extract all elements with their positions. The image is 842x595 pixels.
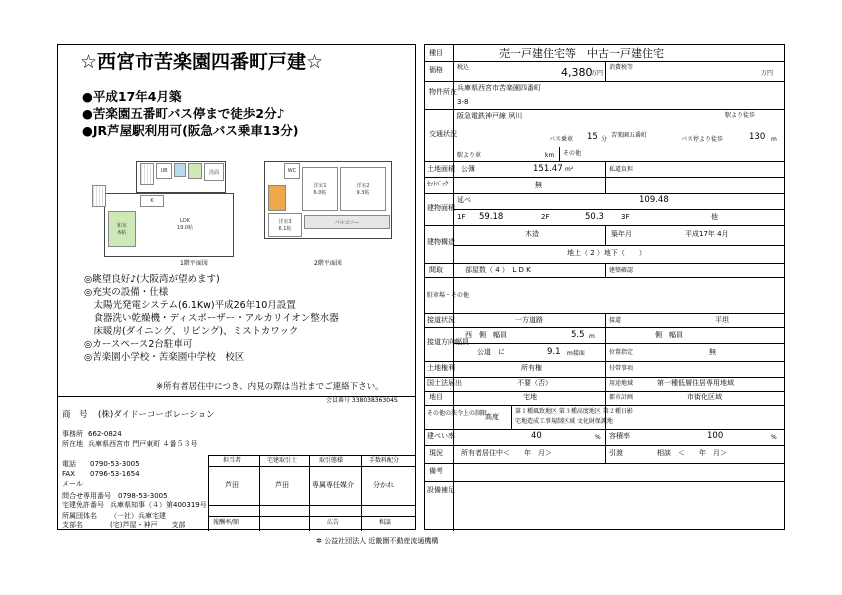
feature-school: ◎苦楽園小学校・苦楽園中学校 校区 xyxy=(84,352,245,363)
assoc-label: 所属団体名 xyxy=(62,512,97,520)
contact-label: 問合せ専用番号 xyxy=(62,492,111,500)
land-rights-label: 土地権利 xyxy=(427,364,455,372)
prev-price-label: 消費税等 xyxy=(609,64,634,71)
tel-number: 0790-53-3005 xyxy=(90,460,140,468)
feature-kitchen: 食器洗い乾燥機・ディスポーザー・アルカリイオン整水器 xyxy=(84,313,339,324)
consult-label: 相談 xyxy=(379,519,392,526)
total-area-label: 延べ xyxy=(457,196,471,204)
zoning-value: 第一種低層住居専用地域 xyxy=(657,379,734,387)
office-zip: 662-0824 xyxy=(88,430,122,438)
train-line: 阪急電鉄神戸線 夙川 xyxy=(457,112,523,120)
km-unit: km xyxy=(545,152,555,159)
bullet-jr: ●JR芦屋駅利用可(阪急バス乗車13分) xyxy=(82,123,299,138)
city-plan-value: 市街化区域 xyxy=(687,393,722,401)
station-car-label: 駅より車 xyxy=(457,152,482,159)
bullet-built: ●平成17年4月築 xyxy=(82,89,182,104)
feature-solar: 太陽光発電システム(6.1Kw)平成26年10月設置 xyxy=(84,300,296,311)
land-area-label: 土地面積 xyxy=(427,165,455,173)
handover-label: 引渡 xyxy=(609,449,623,457)
floor2-label: 2階平面図 xyxy=(314,260,342,267)
far-unit: % xyxy=(771,434,777,441)
property-title: ☆西宮市苦楽園四番町戸建☆ xyxy=(80,51,324,73)
branch-name: (宅)芦屋・神戸 支部 xyxy=(110,521,186,529)
land-use-value: 宅地 xyxy=(523,393,537,401)
traffic-label: 交通状況 xyxy=(429,130,457,138)
price-label: 価格 xyxy=(429,66,443,74)
coverage-label: 建ぺい率 xyxy=(427,432,455,440)
road-dir-label: 接道方向幅員 xyxy=(427,338,469,346)
bus-stop: 苦楽園五番町 xyxy=(611,132,648,139)
road-status-value: 一方道路 xyxy=(515,316,543,324)
location-value: 兵庫県西宮市苦楽園四番町 xyxy=(457,84,541,92)
price-value: 4,380 xyxy=(561,66,593,79)
road1-unit: m xyxy=(589,333,595,340)
location-number: 3-8 xyxy=(457,98,469,106)
handover-value: 相談 ＜ 年 月＞ xyxy=(657,449,727,457)
staff-agent: 芦田 xyxy=(225,481,239,489)
feature-view: ◎眺望良好♪(大阪湾が望めます) xyxy=(84,274,220,285)
structure-label: 建物構造 xyxy=(427,238,455,246)
office-label: 事務所 xyxy=(62,430,83,438)
staff-header-agent: 担当者 xyxy=(223,457,242,464)
road-public: 公道 に xyxy=(477,348,505,356)
layout-label: 間取 xyxy=(429,266,443,274)
road-type-label: 接道 xyxy=(609,317,622,324)
staff-header-mode: 取引態様 xyxy=(319,457,344,464)
road-type-value: 平坦 xyxy=(715,316,729,324)
land-use-label: 地目 xyxy=(429,393,443,401)
fax-label: FAX xyxy=(62,470,75,478)
parking-label: 駐車場・その他 xyxy=(427,292,470,299)
restriction-note-2: 宅地造成工事規制区域 文化財保護地 xyxy=(515,418,613,425)
bullet-bus: ●苦楽園五番町バス停まで徒歩2分♪ xyxy=(82,106,285,121)
land-area-type: 公簿 xyxy=(461,165,475,173)
f2-area: 50.3 xyxy=(585,212,604,222)
type-label: 種目 xyxy=(429,49,443,57)
designation-value: 無 xyxy=(709,348,716,356)
staff-fee: 分かれ xyxy=(373,481,394,489)
restriction-label: その他の法令上の制限 xyxy=(427,410,488,417)
branch-label: 支部名 xyxy=(62,521,83,529)
bus-min-unit: 分 xyxy=(601,136,608,143)
f2-label: 2F xyxy=(541,213,550,221)
road1-direction: 西 側 幅員 xyxy=(465,331,507,339)
location-label: 物件所在 xyxy=(429,88,457,96)
coverage-unit: % xyxy=(595,434,601,441)
status-value: 所有者居住中＜ 年 月＞ xyxy=(461,449,552,457)
ad-label: 広告 xyxy=(327,519,340,526)
bus-walk-label: バス停より徒歩 xyxy=(681,136,724,143)
total-area-value: 109.48 xyxy=(639,195,669,205)
feature-parking: ◎カースペース2台駐車可 xyxy=(84,339,193,350)
road-frontage: 9.1 xyxy=(547,347,561,357)
price-unit: 万円 xyxy=(591,70,604,77)
fee-rate-label: 報酬率/額 xyxy=(213,519,240,526)
floor1-label: 1階平面図 xyxy=(180,260,208,267)
fax-number: 0796-53-1654 xyxy=(90,470,140,478)
license-number: 兵庫県知事（４）第400319号 xyxy=(110,501,207,509)
contact-number: 0798-53-3005 xyxy=(118,492,168,500)
floor-plan-1f: UB 洗面 和室 6帖 LDK 19.0帖 K 1階平面図 xyxy=(88,157,238,267)
confirm-label: 建築確認 xyxy=(609,267,634,274)
building-area-label: 建物面積 xyxy=(427,204,455,212)
visit-note: ※所有者居住中につき、内見の際は当社までご連絡下さい。 xyxy=(156,382,384,392)
city-plan-label: 都市計画 xyxy=(609,394,634,401)
left-panel xyxy=(57,44,416,530)
price-tax-label: 税込 xyxy=(457,64,470,71)
land-area-value: 151.47 xyxy=(533,164,563,174)
bus-label: バス乗車 xyxy=(549,136,574,143)
restriction-value: 高度 xyxy=(485,413,499,421)
office-address: 兵庫県西宮市 門戸東町 ４番５３号 xyxy=(88,440,198,448)
staff-header-fee: 手数料配分 xyxy=(369,457,400,464)
setback-value: 無 xyxy=(535,181,542,189)
company-name: (株)ダイドーコーポレーション xyxy=(98,410,215,420)
road-status-label: 接道状況 xyxy=(427,316,455,324)
setback-label: ｾｯﾄﾊﾞｯｸ xyxy=(427,181,449,188)
equipment-label: 設備補足 xyxy=(427,486,455,494)
land-law-label: 国土法届出 xyxy=(427,379,462,387)
land-rights-value: 所有権 xyxy=(521,364,542,372)
staff-header-broker: 宅建取引士 xyxy=(267,457,298,464)
zoning-label: 用途地域 xyxy=(609,380,634,387)
road-frontage-unit: m接面 xyxy=(567,350,585,357)
property-type: 売一戸建住宅等 中古一戸建住宅 xyxy=(499,47,664,60)
station-walk-label: 駅より徒歩 xyxy=(725,112,756,119)
road2-direction: 側 幅員 xyxy=(655,331,683,339)
staff-broker: 芦田 xyxy=(275,481,289,489)
assoc-name: （一社）兵庫宅建 xyxy=(110,512,166,520)
far-label: 容積率 xyxy=(609,432,630,440)
designation-label: 位置指定 xyxy=(609,349,634,356)
status-label: 現況 xyxy=(429,449,443,457)
right-panel xyxy=(424,44,785,530)
far-value: 100 xyxy=(707,431,724,441)
address-label: 所在地 xyxy=(62,440,83,448)
built-value: 平成17年 4月 xyxy=(685,230,729,238)
floor-plan-2f: WC 洋室1 6.0帖 洋室2 9.3帖 洋室3 6.1帖 バルコニー 2階平面図 xyxy=(254,157,404,267)
f1-label: 1F xyxy=(457,213,466,221)
staff-mode: 専属専任媒介 xyxy=(312,481,354,489)
bus-walk-meters: 130 xyxy=(749,132,766,142)
restriction-note-1: 第１種風致地区 第３種高度地区 第２種日影 xyxy=(515,408,633,415)
tel-label: 電話 xyxy=(62,460,76,468)
layout-value: 部屋数（ 4 ） L D K xyxy=(465,266,531,274)
f1-area: 59.18 xyxy=(479,212,504,222)
footer-organization: ✲ 公益社団法人 近畿圏不動産流通機構 xyxy=(316,537,439,545)
built-label: 築年月 xyxy=(611,230,632,238)
floors-value: 地上（ 2 ）地下（ ） xyxy=(567,249,646,257)
staff-table xyxy=(208,455,416,531)
land-area-unit: m² xyxy=(565,166,574,173)
member-number: 会員番号 33803836304S xyxy=(326,397,398,404)
coverage-value: 40 xyxy=(531,431,542,441)
license-label: 宅建免許番号 xyxy=(62,501,104,509)
attach-label: 付帯事項 xyxy=(609,365,634,372)
remarks-label: 備考 xyxy=(429,467,443,475)
f3-label: 3F xyxy=(621,213,630,221)
structure-value: 木造 xyxy=(525,230,539,238)
mail-label: メール xyxy=(62,480,83,488)
logo-icon: ✲ xyxy=(316,537,325,545)
price-unit-2: 万円 xyxy=(761,70,774,77)
other-traffic-label: その他 xyxy=(563,150,582,157)
land-law-value: 不要（否） xyxy=(517,379,552,387)
road1-width: 5.5 xyxy=(571,330,585,340)
feature-equipment: ◎充実の設備・仕様 xyxy=(84,287,169,298)
feature-floor-heating: 床暖房(ダイニング、リビング)、ミストカワック xyxy=(84,326,299,337)
bus-walk-unit: m xyxy=(771,136,777,143)
company-label: 商 号 xyxy=(62,410,88,420)
other-floor-label: 他 xyxy=(711,213,718,221)
private-road-label: 私道負担 xyxy=(609,166,634,173)
bus-minutes: 15 xyxy=(587,132,598,142)
